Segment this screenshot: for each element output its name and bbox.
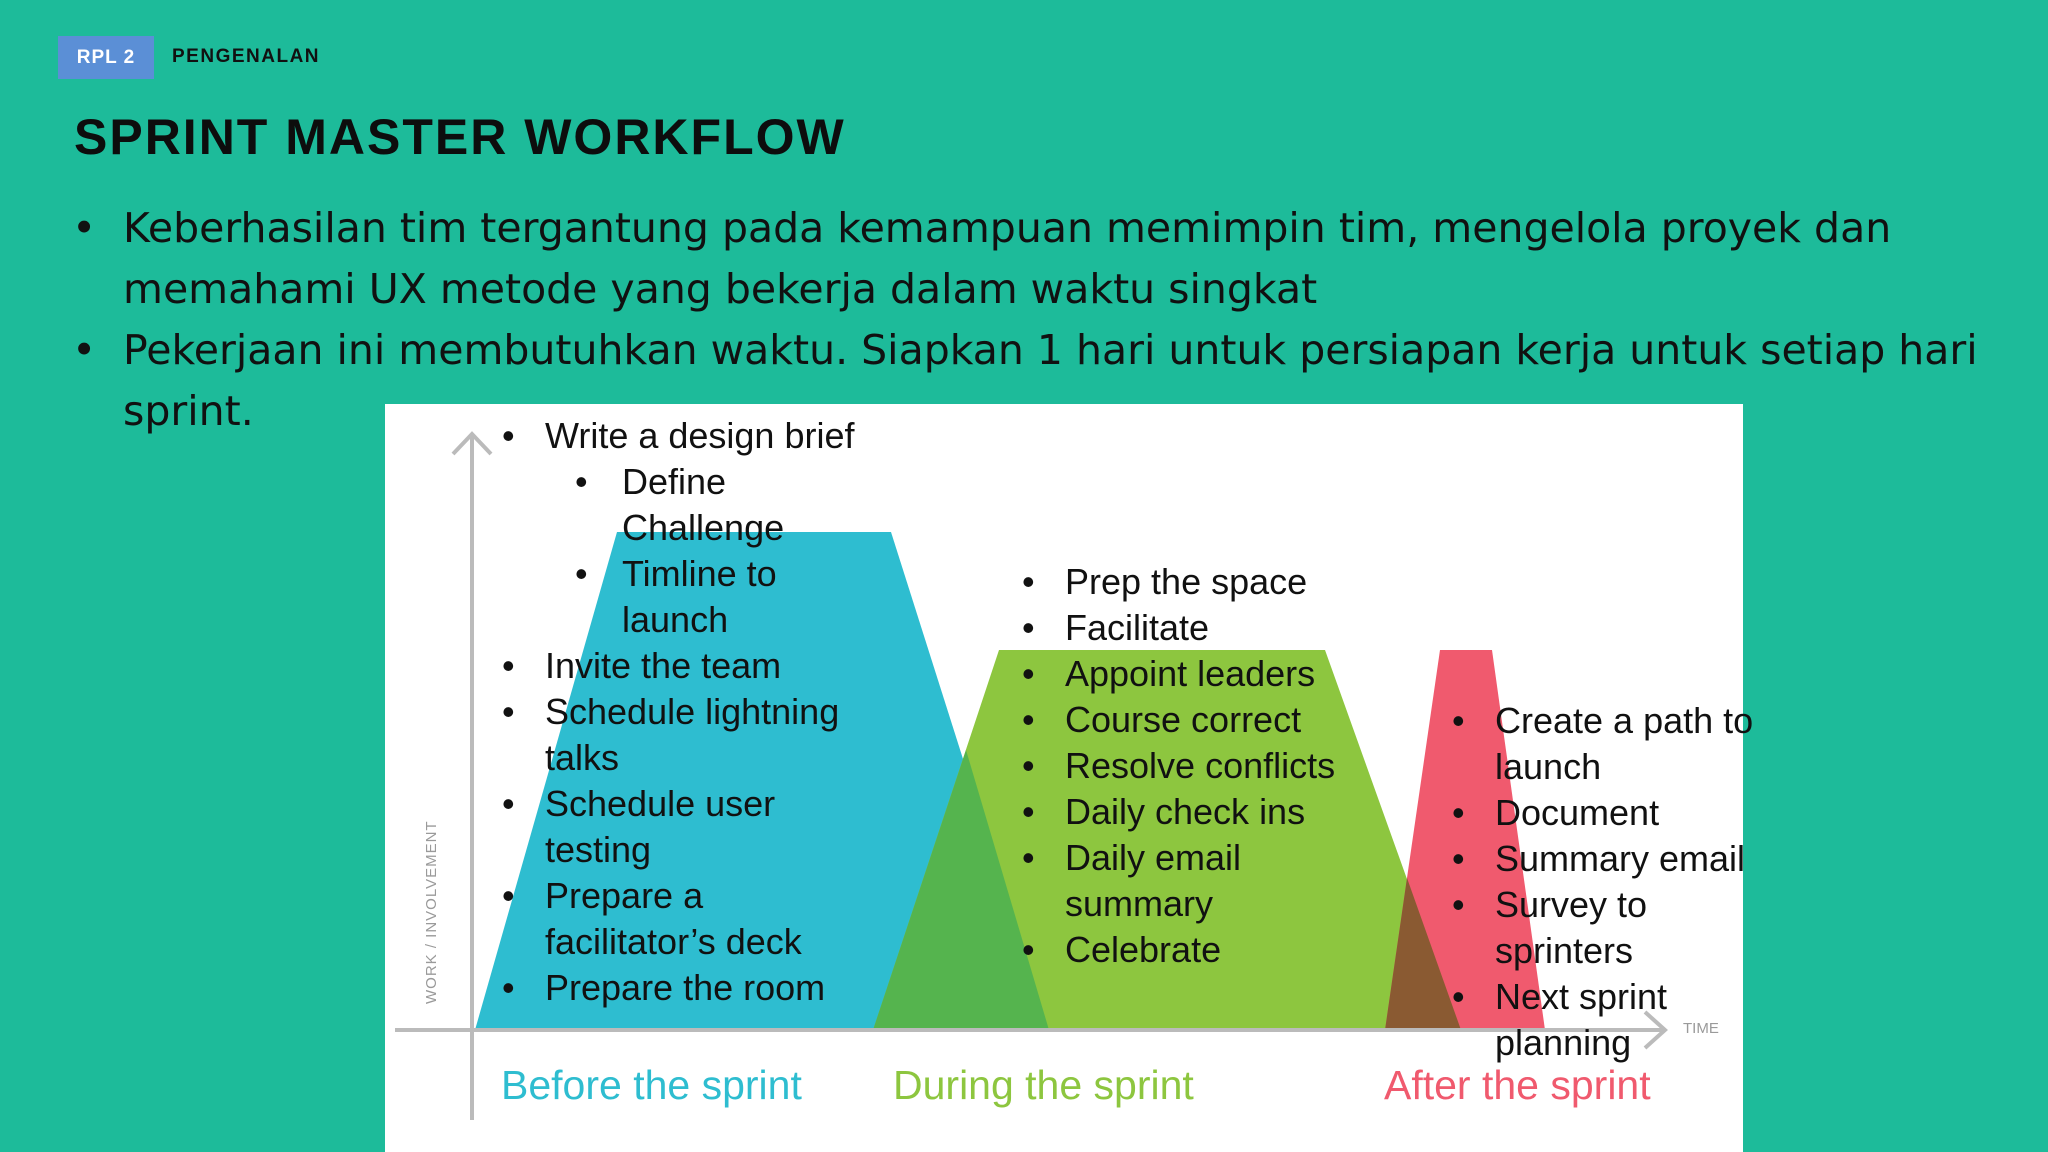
during-item-text: Daily check ins bbox=[1065, 791, 1306, 832]
during-item: • Daily check ins bbox=[1022, 791, 1306, 832]
after-item: • Next sprint planning bbox=[1452, 976, 1668, 1063]
before-item-text: Prepare the room bbox=[545, 967, 826, 1008]
before-sub-item: • Timline to launch bbox=[575, 553, 777, 640]
before-item-text: Schedule user testing bbox=[545, 783, 776, 870]
before-item-text: Invite the team bbox=[545, 645, 782, 686]
before-item: • Write a design brief • Define Challenge • Timline to launch bbox=[498, 413, 905, 643]
during-item: • Appoint leaders bbox=[1022, 653, 1316, 694]
before-item-text: Prepare a facilitator’s deck bbox=[545, 875, 802, 962]
before-sub-item: • Define Challenge bbox=[575, 461, 785, 548]
during-item: • Prep the space bbox=[1022, 561, 1308, 602]
before-sub-list bbox=[545, 459, 905, 643]
after-item-text: Survey to sprinters bbox=[1495, 884, 1648, 971]
before-item: • Schedule user testing bbox=[502, 783, 776, 870]
before-item: • Prepare the room bbox=[502, 967, 826, 1008]
slide-title: SPRINT MASTER WORKFLOW bbox=[74, 109, 846, 165]
during-item-text: Daily email summary bbox=[1065, 837, 1242, 924]
during-item: • Course correct bbox=[1022, 699, 1302, 740]
during-item-text: Prep the space bbox=[1065, 561, 1308, 602]
during-item-text: Course correct bbox=[1065, 699, 1302, 740]
during-item: • Daily email summary bbox=[1022, 837, 1242, 924]
during-item-text: Celebrate bbox=[1065, 929, 1222, 970]
after-item-text: Document bbox=[1495, 792, 1660, 833]
before-item-text: Write a design brief bbox=[545, 415, 855, 456]
after-item: • Document bbox=[1452, 792, 1660, 833]
before-sub-item-text: Timline to launch bbox=[622, 553, 777, 640]
before-sprint-label: Before the sprint bbox=[501, 1062, 802, 1108]
before-item: • Schedule lightning talks bbox=[502, 691, 840, 778]
after-item: • Create a path to launch bbox=[1452, 700, 1754, 787]
before-sprint-list bbox=[498, 413, 905, 1011]
bullet-dot: • bbox=[72, 326, 97, 374]
during-sprint-label: During the sprint bbox=[893, 1062, 1194, 1108]
bullet-text: Pekerjaan ini membutuhkan waktu. Siapkan 1 hari untuk persiapan kerja untuk setiap hari sprint. bbox=[123, 326, 1978, 435]
during-item: • Celebrate bbox=[1022, 929, 1222, 970]
during-item: • Resolve conflicts bbox=[1022, 745, 1336, 786]
during-item-text: Appoint leaders bbox=[1065, 653, 1316, 694]
after-sprint-label: After the sprint bbox=[1384, 1062, 1651, 1108]
bullet-text: Keberhasilan tim tergantung pada kemampuan memimpin tim, mengelola proyek dan memahami UX metode yang bekerja dalam waktu singkat bbox=[123, 204, 1892, 313]
during-item-text: Resolve conflicts bbox=[1065, 745, 1336, 786]
section-badge: RPL 2 bbox=[58, 36, 154, 79]
workflow-diagram: WORK / INVOLVEMENT TIME • Write a design brief • Define Challenge • Timline to launch • Invite the team • Schedule lightning talks • Schedule user testing • Prepare a facilitator’s deck • Prepare the room • Prep the space • Facilitate • Appoint leaders • Course correct • Resolve conflicts • Daily check ins • Daily email summary • Celebrate • Create a path to launch • Document • Summary email • Survey to sprinters • Next sprint planning Before the sprint During the sprint After the sprint bbox=[385, 404, 1743, 1152]
after-item-text: Summary email bbox=[1495, 838, 1746, 879]
bullet-dot: • bbox=[72, 204, 97, 252]
during-item-text: Facilitate bbox=[1065, 607, 1210, 648]
before-item-text: Schedule lightning talks bbox=[545, 691, 840, 778]
after-item: • Summary email bbox=[1452, 838, 1746, 879]
during-sprint-list bbox=[1018, 559, 1335, 973]
x-axis-label: TIME bbox=[1683, 1020, 1719, 1037]
during-item: • Facilitate bbox=[1022, 607, 1210, 648]
before-item: • Prepare a facilitator’s deck bbox=[502, 875, 802, 962]
after-item: • Survey to sprinters bbox=[1452, 884, 1648, 971]
section-label: PENGENALAN bbox=[172, 46, 321, 67]
bullet-item bbox=[72, 198, 2012, 320]
after-item-text: Create a path to launch bbox=[1495, 700, 1754, 787]
after-sprint-list bbox=[1448, 698, 1795, 1066]
after-item-text: Next sprint planning bbox=[1495, 976, 1668, 1063]
before-item: • Invite the team bbox=[502, 645, 782, 686]
before-sub-item-text: Define Challenge bbox=[622, 461, 785, 548]
